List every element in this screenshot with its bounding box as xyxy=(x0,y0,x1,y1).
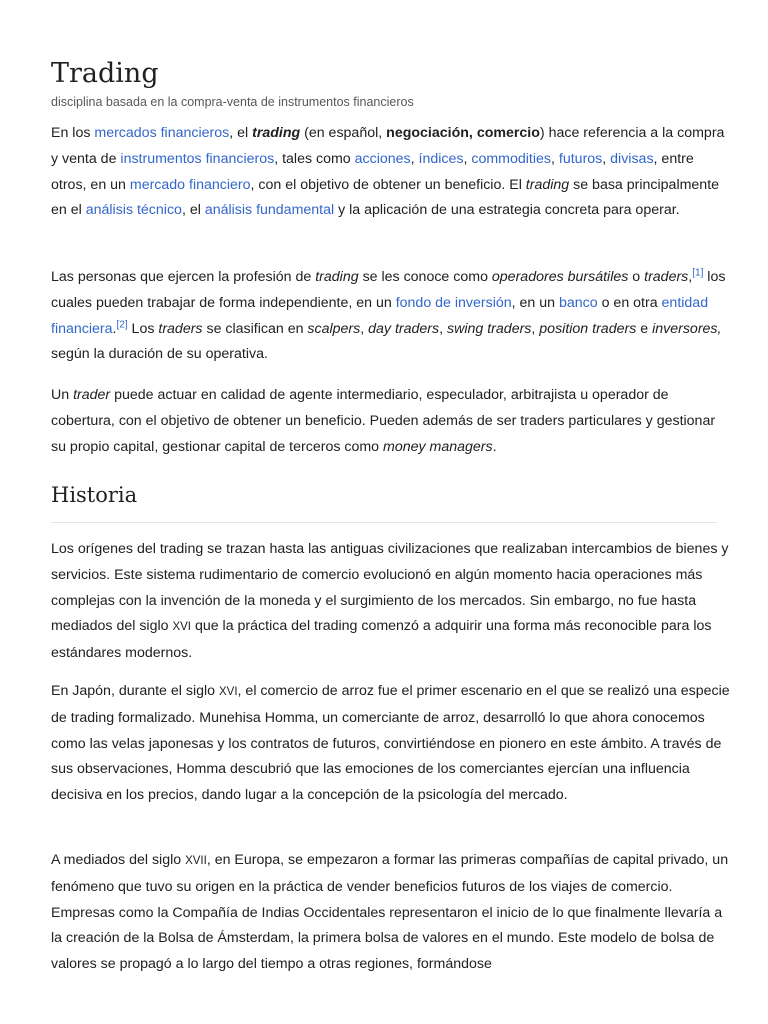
link-acciones[interactable]: acciones xyxy=(354,150,411,167)
text: . xyxy=(492,438,497,455)
term-trading: trading xyxy=(525,176,570,193)
term-position-traders: position traders xyxy=(539,320,637,337)
term-inversores: inversores, xyxy=(652,320,722,337)
century-numeral: XVI xyxy=(219,686,238,698)
term-traders: traders xyxy=(644,269,689,285)
page-subtitle: disciplina basada en la compra-venta de instrumentos financieros xyxy=(51,95,414,109)
link-instrumentos-financieros[interactable]: instrumentos financieros xyxy=(120,150,275,167)
text: , entre otros, en un xyxy=(51,150,694,193)
text: Un xyxy=(51,387,74,403)
text: Los xyxy=(127,320,159,337)
link-analisis-fundamental[interactable]: análisis fundamental xyxy=(204,202,335,219)
text: , en un xyxy=(511,294,559,311)
text: según la duración de su operativa. xyxy=(51,346,268,363)
link-banco[interactable]: banco xyxy=(559,294,598,311)
link-indices[interactable]: índices xyxy=(418,150,464,167)
text: , xyxy=(688,269,693,285)
text: , el xyxy=(181,202,205,219)
link-futuros[interactable]: futuros xyxy=(558,150,603,167)
text: (en español, xyxy=(300,125,387,141)
text: , el xyxy=(229,125,253,141)
text: puede actuar en calidad de agente intermediario, especulador, arbitrajista u operador de cobertura, con el objetivo de obtener un beneficio. Pueden además de ser traders particulares y gestionar su propio capital, gestionar capital de terceros como xyxy=(51,387,716,455)
text: , el comercio de arroz fue el primer escenario en el que se realizó una especie de trading formalizado. Munehisa Homma, un comerciante de arroz, desarrolló lo que ahora conocemos como las velas japonesas y los contratos de futuros, convirtiéndose en pionero en este ámbito. A través de sus observaciones, Homma descubrió que las emociones de los comerciantes ejercían una influencia decisiva en los precios, dando lugar a la concepción de la psicología del mercado. xyxy=(51,683,730,804)
text: En Japón, durante el siglo xyxy=(51,683,219,699)
term-trader: trader xyxy=(73,387,111,403)
term-day-traders: day traders xyxy=(368,320,440,337)
text: En los xyxy=(51,125,95,141)
term-trading: trading xyxy=(315,269,359,285)
text: , xyxy=(410,150,419,167)
link-commodities[interactable]: commodities xyxy=(471,150,552,167)
link-entidad-financiera[interactable]: entidad financiera xyxy=(51,294,709,337)
page-title: Trading xyxy=(51,58,159,89)
historia-paragraph-1 xyxy=(51,537,731,667)
term-negociacion: negociación, comercio xyxy=(386,125,540,141)
link-divisas[interactable]: divisas xyxy=(610,150,654,167)
text: Los orígenes del trading se trazan hasta las antiguas civilizaciones que realizaban intercambios de bienes y servicios. Este sistema rudimentario de comercio evolucionó en algún momento hacia operaciones más complejas con la invención de la moneda y el surgimiento de los mercados. Sin embargo, no fue hasta mediados del siglo xyxy=(51,541,729,635)
link-mercados-financieros[interactable]: mercados financieros xyxy=(94,125,230,141)
reference-2[interactable]: [2] xyxy=(116,318,128,330)
intro-paragraph xyxy=(51,121,731,224)
trader-role-paragraph xyxy=(51,383,731,460)
term-trading: trading xyxy=(252,125,301,141)
text: , en Europa, se empezaron a formar las primeras compañías de capital privado, un fenómeno que tuvo su origen en la práctica de vender beneficios futuros de los viajes de comercio. Empresas como la Compañía de Indias Occidentales representaron el inicio de lo que finalmente llevaría a la creación de la Bolsa de Ámsterdam, la primera bolsa de valores en el mundo. Este modelo de bolsa de valores se propagó a lo largo del tiempo a otras regiones, formándose xyxy=(51,852,729,973)
text: , xyxy=(531,320,540,337)
text: los cuales pueden trabajar de forma independiente, en un xyxy=(51,269,726,311)
text: ) hace referencia a la compra y venta de xyxy=(51,125,725,167)
term-scalpers: scalpers xyxy=(307,320,361,337)
text: Las personas que ejercen la profesión de xyxy=(51,269,316,285)
traders-paragraph xyxy=(51,265,731,368)
text: o xyxy=(628,269,645,285)
link-mercado-financiero[interactable]: mercado financiero xyxy=(129,176,251,193)
text: y la aplicación de una estrategia concreta para operar. xyxy=(334,202,680,219)
link-analisis-tecnico[interactable]: análisis técnico xyxy=(85,202,182,219)
text: , con el objetivo de obtener un beneficio. El xyxy=(250,176,526,193)
reference-1[interactable]: [1] xyxy=(692,267,704,279)
text: se les conoce como xyxy=(358,269,492,285)
historia-paragraph-2 xyxy=(51,679,731,809)
text: e xyxy=(636,320,653,337)
text: A mediados del siglo xyxy=(51,852,186,868)
text: , xyxy=(439,320,448,337)
historia-paragraph-3 xyxy=(51,848,731,978)
text: se basa principalmente en el xyxy=(51,176,720,219)
link-fondo-de-inversion[interactable]: fondo de inversión xyxy=(395,294,512,311)
text: , xyxy=(463,150,472,167)
term-traders: traders xyxy=(158,320,203,337)
century-numeral: XVI xyxy=(172,621,191,634)
section-heading-historia: Historia xyxy=(51,480,717,523)
text: se clasifican en xyxy=(202,320,308,337)
text: o en otra xyxy=(597,294,662,311)
term-swing-traders: swing traders xyxy=(447,320,532,337)
text: , xyxy=(602,150,611,167)
century-numeral: XVII xyxy=(185,855,207,867)
text: que la práctica del trading comenzó a adquirir una forma más reconocible para los estándares modernos. xyxy=(51,618,712,662)
term-operadores: operadores bursátiles xyxy=(491,269,629,285)
term-money-managers: money managers xyxy=(383,438,493,455)
text: , tales como xyxy=(274,150,355,167)
text: , xyxy=(360,320,369,337)
text: . xyxy=(112,320,117,337)
text: , xyxy=(551,150,559,167)
